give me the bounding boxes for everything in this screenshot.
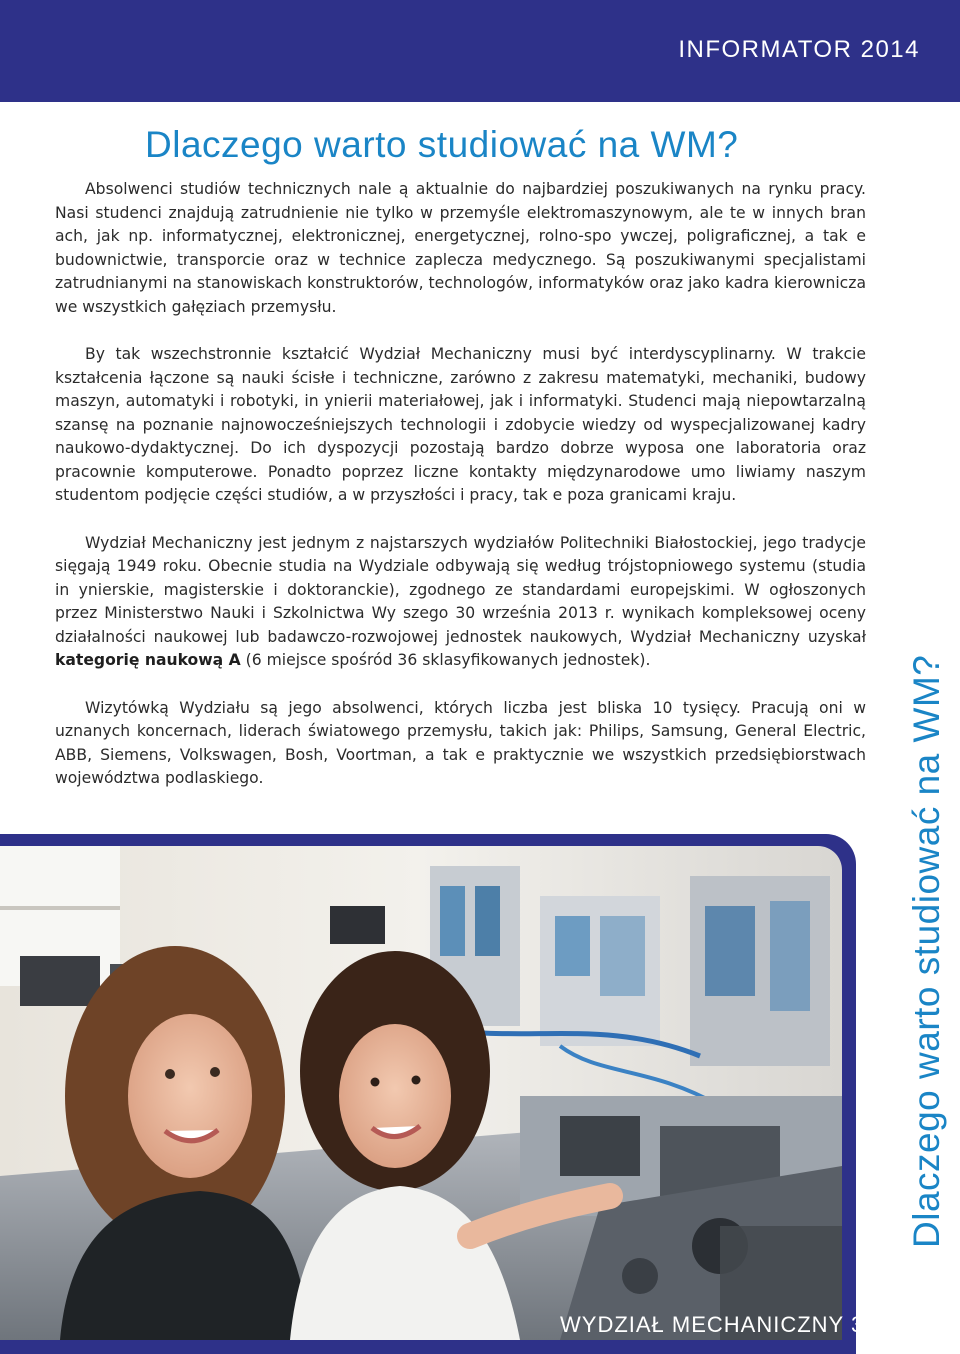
page-title: Dlaczego warto studiować na WM? (145, 124, 739, 165)
paragraph-graduates: Absolwenci studiów technicznych nale ą aktualnie do najbardziej poszukiwanych na rynku pracy. Nasi studenci znajdują zatrudnienie nie tylko w przemyśle elektromaszynowym, ale te w innych bran ach, jak np. informatycznej, elektronicznej, energetycznej, rolno-spo ywczej, poligraficznej, a tak e budownictwie, transporcie oraz w technice zaplecza medycznego. Są poszukiwanymi specjalistami zatrudnianymi na stanowiskach konstruktorów, technologów, informatyków oraz jako kadra kierownicza we wszystkich gałęziach przemysłu. (55, 180, 866, 316)
paragraph-alumni: Wizytówką Wydziału są jego absolwenci, których liczba jest bliska 10 tysięcy. Pracują oni w uznanych koncernach, liderach światowego przemysłu, takich jak: Philips, Samsung, General Electric, ABB, Siemens, Volkswagen, Bosh, Voortman, a tak e praktycznie we wszystkich przedsiębiorstwach województwa podlaskiego. (55, 698, 866, 787)
paragraph-interdisciplinary: By tak wszechstronnie kształcić Wydział Mechaniczny musi być interdyscyplinarny. W trakcie kształcenia łączone są nauki ścisłe i techniczne, zarówno z zakresu matematyki, mechaniki, budowy maszyn, automatyki i robotyki, in ynierii materiałowej, jak i informatyki. Studenci mają niepowtarzalną szansę na poznanie najnowocześniejszych technologii i zdobycie wiedzy od wyspecjalizowanej kadry naukowo-dydaktycznej. Do ich dyspozycji pozostają bardzo dobrze wyposa one laboratoria oraz pracownie komputerowe. Ponadto poprzez liczne kontakty międzynarodowe umo liwiamy naszym studentom podjęcie części studiów, a w przyszłości i pracy, tak e poza granicami kraju. (55, 345, 866, 504)
header-bar (0, 0, 960, 102)
history-text: Wydział Mechaniczny jest jednym z najstarszych wydziałów Politechniki Białostockiej, jego tradycje sięgają 1949 roku. Obecnie studia na Wydziale odbywają się według trójstopniowego systemu (studia in ynierskie, magisterskie i doktoranckie), zgodnego ze standardami europejskimi. W ogłoszonych przez Ministerstwo Nauki i Szkolnictwa Wy szego 30 września 2013 r. wynikach kompleksowej oceny działalności naukowej lub badawczo-rozwojowej jednostek naukowych, Wydział Mechaniczny uzyskał (55, 533, 866, 646)
category-highlight: kategorię naukową A (55, 651, 241, 669)
body-text (55, 178, 866, 791)
students-lab-photo (0, 846, 842, 1340)
ranking-text: (6 miejsce spośród 36 sklasyfikowanych jednostek). (245, 651, 651, 669)
paragraph-history (55, 532, 866, 673)
side-title: Dlaczego warto studiować na WM? (906, 654, 947, 1248)
header-label: INFORMATOR 2014 (678, 36, 920, 63)
footer-label: WYDZIAŁ MECHANICZNY 3 (560, 1312, 865, 1337)
